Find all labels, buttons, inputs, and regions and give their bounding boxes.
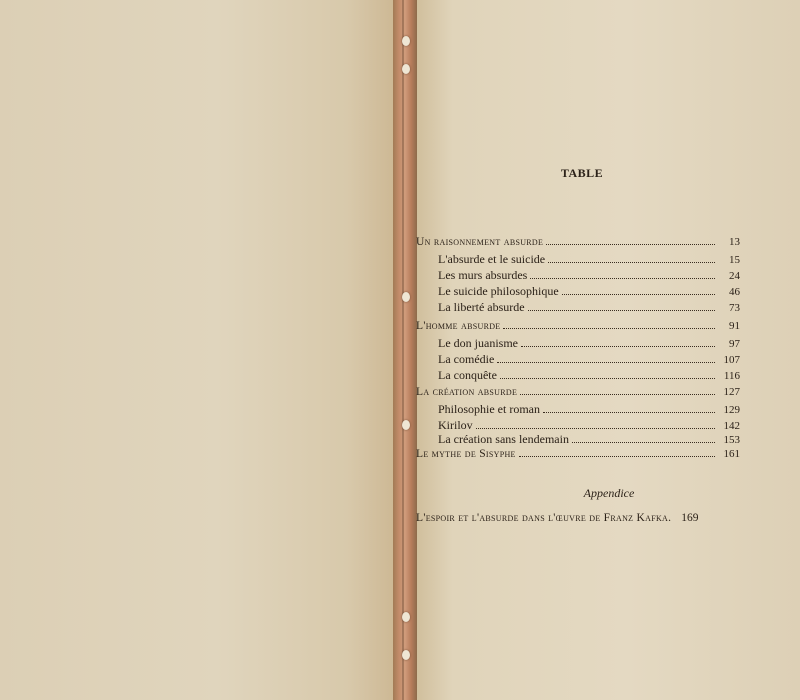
dot-leader bbox=[548, 254, 715, 263]
toc-entry-chapter bbox=[438, 252, 740, 268]
toc-entry-page: 46 bbox=[729, 286, 740, 298]
appendix-entry-page: 169 bbox=[681, 512, 699, 524]
toc-entry-page: 73 bbox=[729, 302, 740, 314]
dot-leader bbox=[562, 286, 715, 295]
toc-entry-page: 15 bbox=[729, 254, 740, 266]
toc-entry-page: 97 bbox=[729, 338, 740, 350]
appendix-entry bbox=[416, 512, 748, 524]
dot-leader bbox=[543, 404, 715, 413]
dot-leader bbox=[519, 448, 715, 457]
toc-entry-label: Le suicide philosophique bbox=[438, 284, 559, 298]
dot-leader bbox=[500, 370, 715, 379]
toc-entry-chapter bbox=[438, 300, 740, 316]
dot-leader bbox=[528, 302, 715, 311]
toc-entry-label: La liberté absurde bbox=[438, 300, 525, 314]
binding-hole bbox=[402, 64, 410, 74]
toc-entry-label: L'absurde et le suicide bbox=[438, 252, 546, 266]
toc-entry-label: Le don juanisme bbox=[438, 336, 518, 350]
dot-leader bbox=[530, 270, 715, 279]
appendix-entry-label: L'espoir et l'absurde dans l'œuvre de Franz Kafka. bbox=[416, 512, 672, 524]
dot-leader bbox=[520, 386, 715, 395]
toc-entry-chapter bbox=[438, 368, 740, 384]
binding-hole bbox=[402, 292, 410, 302]
book-gutter bbox=[393, 0, 417, 700]
toc-entry-part bbox=[416, 236, 740, 252]
binding-hole bbox=[402, 36, 410, 46]
dot-leader bbox=[497, 354, 715, 363]
toc-entry-label: Le mythe de Sisyphe bbox=[416, 448, 516, 460]
toc-entry-page: 127 bbox=[723, 386, 740, 398]
toc-entry-page: 13 bbox=[729, 236, 740, 248]
toc-entry-chapter bbox=[438, 432, 740, 448]
toc-entry-chapter bbox=[438, 352, 740, 368]
binding-hole bbox=[402, 420, 410, 430]
dot-leader bbox=[572, 434, 715, 443]
dot-leader bbox=[521, 338, 715, 347]
binding-hole bbox=[402, 612, 410, 622]
binding-hole bbox=[402, 650, 410, 660]
toc-entry-page: 153 bbox=[723, 434, 740, 446]
toc-entry-chapter bbox=[438, 402, 740, 418]
toc-entry-page: 107 bbox=[723, 354, 740, 366]
toc-entry-label: Les murs absurdes bbox=[438, 268, 528, 282]
toc-entry-label: La conquête bbox=[438, 368, 497, 382]
appendix-heading: Appendice bbox=[583, 486, 635, 500]
dot-leader bbox=[503, 320, 715, 329]
left-page-blank bbox=[0, 0, 395, 700]
toc-entry-page: 24 bbox=[729, 270, 740, 282]
dot-leader bbox=[476, 420, 715, 429]
toc-entry-part bbox=[416, 320, 740, 336]
toc-entry-page: 142 bbox=[723, 420, 740, 432]
page-title: TABLE bbox=[560, 166, 604, 180]
toc-entry-label: La création sans lendemain bbox=[438, 432, 569, 446]
toc-entry-page: 129 bbox=[723, 404, 740, 416]
toc-entry-label: La comédie bbox=[438, 352, 495, 366]
toc-entry-label: Kirilov bbox=[438, 418, 473, 432]
dot-leader bbox=[546, 236, 715, 245]
toc-entry-page: 91 bbox=[729, 320, 740, 332]
toc-entry-label: La création absurde bbox=[416, 386, 518, 398]
toc-entry-label: Philosophie et roman bbox=[438, 402, 540, 416]
toc-entry-label: L'homme absurde bbox=[416, 320, 501, 332]
toc-entry-chapter bbox=[438, 336, 740, 352]
toc-entry-chapter bbox=[438, 284, 740, 300]
toc-entry-page: 116 bbox=[723, 370, 740, 382]
toc-entry-part bbox=[416, 448, 740, 464]
toc-entry-page: 161 bbox=[723, 448, 740, 460]
toc-entry-part bbox=[416, 386, 740, 402]
toc-entry-label: Un raisonnement absurde bbox=[416, 236, 544, 248]
toc-entry-chapter bbox=[438, 268, 740, 284]
